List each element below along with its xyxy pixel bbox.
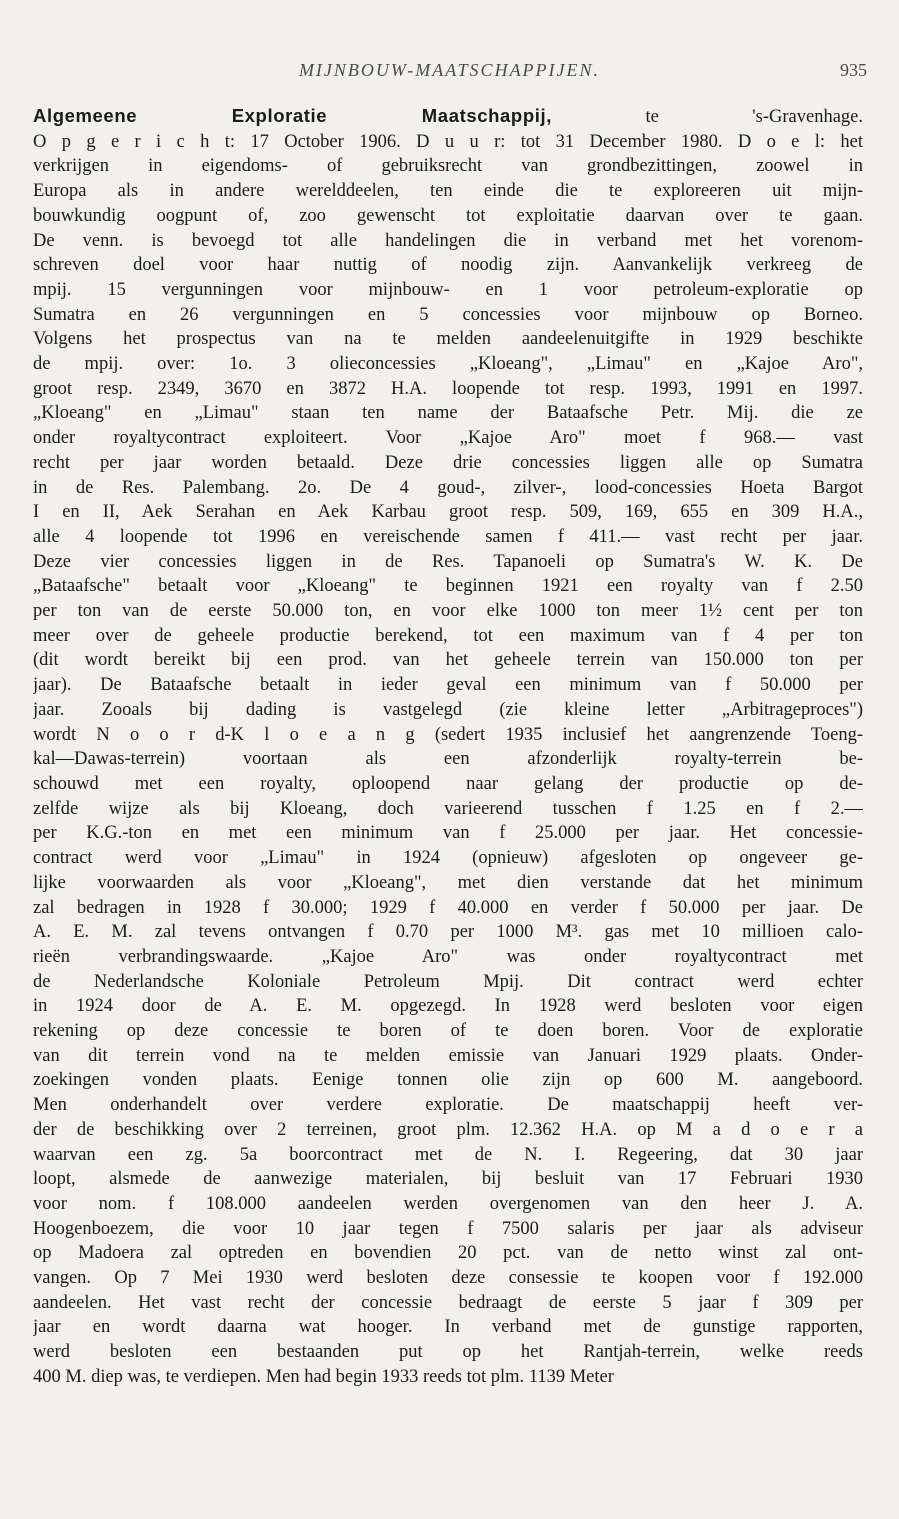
text-line: de Nederlandsche Koloniale Petroleum Mpij. Dit contract werd echter [33, 971, 863, 992]
text-line: in 1924 door de A. E. M. opgezegd. In 1928 werd besloten voor eigen [33, 996, 863, 1017]
text-line: De venn. is bevoegd tot alle handelingen die in verband met het vorenom- [33, 230, 863, 251]
text-line: meer over de geheele productie berekend, tot een maximum van f 4 per ton [33, 625, 863, 646]
text-line: bouwkundig oogpunt of, zoo gewenscht tot exploitatie daarvan over te gaan. [33, 205, 863, 226]
article-body [33, 104, 863, 1390]
text-line: I en II, Aek Serahan en Aek Karbau groot resp. 509, 169, 655 en 309 H.A., [33, 502, 863, 523]
text-line: per K.G.-ton en met een minimum van f 25.000 per jaar. Het concessie- [33, 823, 863, 844]
text-line: verkrijgen in eigendoms- of gebruiksrecht van grondbezittingen, zoowel in [33, 156, 863, 177]
text-line: werd besloten een bestaanden put op het Rantjah-terrein, welke reeds [33, 1342, 863, 1363]
text-line: „Bataafsche" betaalt voor „Kloeang" te beginnen 1921 een royalty van f 2.50 [33, 576, 863, 597]
text-line: zal bedragen in 1928 f 30.000; 1929 f 40.000 en verder f 50.000 per jaar. De [33, 897, 863, 918]
text-line: Europa als in andere werelddeelen, ten einde die te exploreeren uit mijn- [33, 181, 863, 202]
page-number: 935 [840, 60, 867, 80]
text-line: aandeelen. Het vast recht der concessie bedraagt de eerste 5 jaar f 309 per [33, 1292, 863, 1313]
company-location: te 's-Gravenhage. [645, 107, 863, 127]
text-line: voor nom. f 108.000 aandeelen werden overgenomen van den heer J. A. [33, 1193, 863, 1214]
text-line: O p g e r i c h t: 17 October 1906. D u u r: tot 31 December 1980. D o e l: het [33, 131, 863, 152]
text-line: Sumatra en 26 vergunningen en 5 concessies voor mijnbouw op Borneo. [33, 304, 863, 325]
running-header [0, 60, 899, 90]
text-line: A. E. M. zal tevens ontvangen f 0.70 per 1000 M³. gas met 10 millioen calo- [33, 922, 863, 943]
text-line: per ton van de eerste 50.000 ton, en voor elke 1000 ton meer 1½ cent per ton [33, 601, 863, 622]
text-line: de mpij. over: 1o. 3 olieconcessies „Kloeang", „Limau" en „Kajoe Aro", [33, 354, 863, 375]
text-line: schouwd met een royalty, oploopend naar gelang der productie op de- [33, 773, 863, 794]
text-line: jaar en wordt daarna wat hooger. In verband met de gunstige rapporten, [33, 1317, 863, 1338]
text-line: loopt, alsmede de aanwezige materialen, bij besluit van 17 Februari 1930 [33, 1169, 863, 1190]
text-line: schreven doel voor haar nuttig of noodig zijn. Aanvankelijk verkreeg de [33, 255, 863, 276]
text-line: mpij. 15 vergunningen voor mijnbouw- en 1 voor petroleum-exploratie op [33, 279, 863, 300]
text-line: zelfde wijze als bij Kloeang, doch varieerend tusschen f 1.25 en f 2.— [33, 798, 863, 819]
text-line: Hoogenboezem, die voor 10 jaar tegen f 7500 salaris per jaar als adviseur [33, 1218, 863, 1239]
text-line: wordt N o o r d-K l o e a n g (sedert 1935 inclusief het aangrenzende Toeng- [33, 724, 863, 745]
text-line: in de Res. Palembang. 2o. De 4 goud-, zilver-, lood-concessies Hoeta Bargot [33, 477, 863, 498]
text-line: Men onderhandelt over verdere exploratie. De maatschappij heeft ver- [33, 1095, 863, 1116]
text-line: zoekingen vonden plaats. Eenige tonnen olie zijn op 600 M. aangeboord. [33, 1070, 863, 1091]
text-line: waarvan een zg. 5a boorcontract met de N. I. Regeering, dat 30 jaar [33, 1144, 863, 1165]
text-line: groot resp. 2349, 3670 en 3872 H.A. loopende tot resp. 1993, 1991 en 1997. [33, 378, 863, 399]
article-heading-line [33, 104, 863, 130]
running-title: MIJNBOUW-MAATSCHAPPIJEN. [298, 60, 601, 80]
text-line: rieën verbrandingswaarde. „Kajoe Aro" was onder royaltycontract met [33, 946, 863, 967]
text-line: alle 4 loopende tot 1996 en vereischende samen f 411.— vast recht per jaar. [33, 526, 863, 547]
text-line: „Kloeang" en „Limau" staan ten name der Bataafsche Petr. Mij. die ze [33, 403, 863, 424]
text-line: op Madoera zal optreden en bovendien 20 pct. van de netto winst zal ont- [33, 1243, 863, 1264]
text-line: jaar). De Bataafsche betaalt in ieder geval een minimum van f 50.000 per [33, 675, 863, 696]
text-line: rekening op deze concessie te boren of te doen boren. Voor de exploratie [33, 1021, 863, 1042]
text-line: lijke voorwaarden als voor „Kloeang", met dien verstande dat het minimum [33, 872, 863, 893]
text-line: 400 M. diep was, te verdiepen. Men had begin 1933 reeds tot plm. 1139 Meter [33, 1366, 614, 1387]
text-line: Deze vier concessies liggen in de Res. Tapanoeli op Sumatra's W. K. De [33, 551, 863, 572]
text-line: kal—Dawas-terrein) voortaan als een afzonderlijk royalty-terrein be- [33, 749, 863, 770]
text-line: onder royaltycontract exploiteert. Voor „Kajoe Aro" moet f 968.— vast [33, 428, 863, 449]
text-line: vangen. Op 7 Mei 1930 werd besloten deze consessie te koopen voor f 192.000 [33, 1268, 863, 1289]
text-line: contract werd voor „Limau" in 1924 (opnieuw) afgesloten op ongeveer ge- [33, 848, 863, 869]
text-line: recht per jaar worden betaald. Deze drie concessies liggen alle op Sumatra [33, 452, 863, 473]
text-line: der de beschikking over 2 terreinen, groot plm. 12.362 H.A. op M a d o e r a [33, 1119, 863, 1140]
text-line: Volgens het prospectus van na te melden aandeelenuitgifte in 1929 beschikte [33, 329, 863, 350]
company-name: Algemeene Exploratie Maatschappij, [33, 105, 552, 126]
text-line: jaar. Zooals bij dading is vastgelegd (zie kleine letter „Arbitrageproces") [33, 699, 863, 720]
text-line: (dit wordt bereikt bij een prod. van het geheele terrein van 150.000 ton per [33, 650, 863, 671]
text-line: van dit terrein vond na te melden emissie van Januari 1929 plaats. Onder- [33, 1045, 863, 1066]
